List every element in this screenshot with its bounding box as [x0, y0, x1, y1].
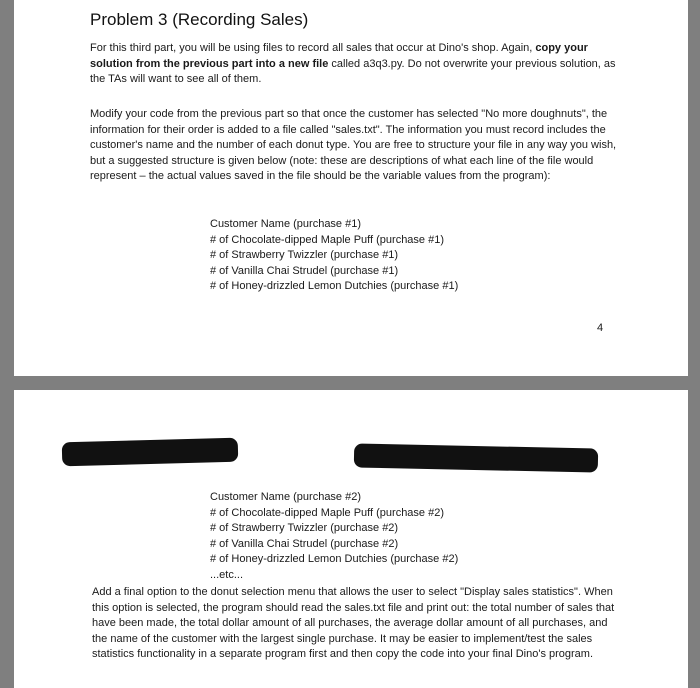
file-structure-line: Customer Name (purchase #1): [210, 218, 362, 230]
file-structure-line: # of Strawberry Twizzler (purchase #2): [210, 522, 399, 534]
intro-paragraph: [90, 41, 630, 88]
intro-text-part2: called a3q3.py. Do not overwrite your previous solution, as the TAs will want to see all of them.: [90, 57, 616, 85]
redaction-mark: [354, 443, 598, 472]
modify-code-paragraph: Modify your code from the previous part so that once the customer has selected "No more doughnuts", the information for their order is added to a file called "sales.txt". The information you must record includes the customer's name and the number of each donut type. You are free to structure your file in any way you wish, but a suggested structure is given below (note: these are descriptions of what each line of the file would represent – the actual values saved in the file should be the variable values from the program):: [90, 108, 617, 182]
file-structure-line: Customer Name (purchase #2): [210, 491, 362, 503]
page-number: 4: [597, 322, 604, 334]
file-structure-line: # of Chocolate-dipped Maple Puff (purchase #2): [210, 506, 444, 519]
file-structure-list-purchase-2: [210, 490, 458, 583]
sales-statistics-paragraph: Add a final option to the donut selection menu that allows the user to select "Display sales statistics". When this option is selected, the program should read the sales.txt file and print out: the total number of sales that have been made, the total dollar amount of all purchases, the average dollar amount of all purchases, and the name of the customer with the largest single purchase. It may be easier to implement/test the sales statistics functionality in a separate program first and then copy the code into your final Dino's program.: [92, 586, 615, 660]
file-structure-line: # of Honey-drizzled Lemon Dutchies (purchase #1): [210, 280, 459, 292]
problem-title: Problem 3 (Recording Sales): [90, 10, 309, 29]
intro-bold-instruction: copy your solution from the previous part into a new file: [90, 42, 588, 70]
file-structure-line: # of Honey-drizzled Lemon Dutchies (purchase #2): [210, 553, 459, 565]
file-structure-line: # of Vanilla Chai Strudel (purchase #1): [210, 264, 399, 277]
intro-text-part1: For this third part, you will be using files to record all sales that occur at Dino's shop. Again,: [90, 42, 536, 54]
file-structure-line: # of Strawberry Twizzler (purchase #1): [210, 249, 399, 261]
file-structure-line: ...etc...: [210, 568, 244, 581]
file-structure-list-purchase-1: [210, 217, 458, 295]
document-page-2: [14, 390, 688, 688]
file-structure-line: # of Vanilla Chai Strudel (purchase #2): [210, 537, 399, 550]
file-structure-line: # of Chocolate-dipped Maple Puff (purchase #1): [210, 233, 444, 246]
document-page-1: [14, 0, 688, 376]
redaction-mark: [62, 438, 239, 467]
